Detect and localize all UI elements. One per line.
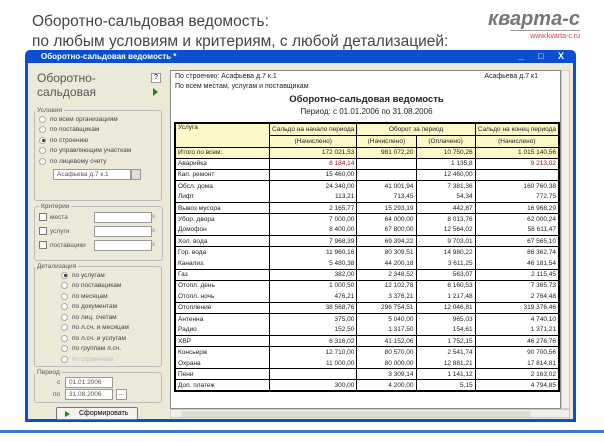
criteria-item[interactable] [39,238,162,252]
cell-value: 4 200,00 [357,380,416,391]
cell-value: 772,75 [475,191,559,202]
cell-service: Лифт [175,191,269,202]
footer-line [0,430,604,433]
cell-value: 8 400,00 [269,225,356,236]
cell-value: 1 015 140,56 [475,147,559,158]
panel-heading [37,71,96,99]
cell-value: 3 309,14 [357,369,416,380]
cell-value: 1 217,48 [416,291,475,302]
table-row [175,169,559,180]
criteria-group [34,203,163,261]
slide-title-line2: по любым условиям и критериям, с любой детализацией: [32,33,449,50]
cell-value: 713,45 [357,191,416,202]
cell-value: 1 135,8 [416,158,475,169]
detail-legend: Детализация [37,263,77,270]
checkbox[interactable] [39,213,47,221]
radio-icon[interactable] [39,126,46,133]
option-label: по строению [50,136,89,144]
criteria-legend: Критерии [41,203,70,210]
report-subtitle: По всем местам, услугам и поставщикам [175,83,309,90]
clear-icon[interactable]: x [152,214,155,220]
scope-option[interactable] [39,114,161,125]
cell-value: 2 163,02 [475,369,559,380]
run-button[interactable]: Сформировать [56,407,138,420]
cell-value: 1 141,12 [416,369,475,380]
scope-option[interactable] [39,146,161,157]
radio-icon[interactable] [61,345,68,352]
header-close: Сальдо на конец периода [475,123,559,135]
cell-value: 46 276,76 [475,336,559,347]
detail-option[interactable] [61,281,161,292]
cell-value: 1 317,50 [357,325,416,336]
cell-service: Гор. вода [175,247,269,258]
cell-value: 12 881,21 [416,358,475,369]
cell-value: 12 046,81 [416,302,475,313]
cell-value: 41 001,94 [357,180,416,191]
cell-value: 54,34 [416,191,475,202]
cell-service: Вывоз мусора [175,202,269,213]
table-row [175,347,559,358]
cell-value: 90 700,56 [475,347,559,358]
slide-title [32,12,448,52]
checkbox[interactable] [39,241,47,249]
cell-value: 296 754,51 [357,302,416,313]
cell-value: 5 040,00 [357,313,416,324]
title-bar [25,50,576,63]
vertical-scrollbar[interactable] [561,70,570,409]
cell-value [357,158,416,169]
radio-icon[interactable] [39,137,46,144]
table-row [175,147,559,158]
scope-select-button[interactable] [131,169,141,180]
cell-value: 1 752,15 [416,336,475,347]
cell-value: 4 740,10 [475,313,559,324]
date-from-field[interactable]: 01.01.2006 [65,377,113,388]
cell-service: Антенна [175,313,269,324]
cell-value: 442,87 [416,202,475,213]
table-row [175,214,559,225]
cell-value: 9 703,01 [416,236,475,247]
cell-value: 64 000,00 [357,214,416,225]
cell-value: 7 381,36 [416,180,475,191]
radio-icon[interactable] [39,158,46,165]
cell-service: Отопл. ночь [175,291,269,302]
option-label: по л.сч. и месяцам [72,324,129,332]
period-more-button[interactable]: ... [116,389,127,400]
option-label: по документам [72,303,118,311]
option-label: по поставщикам [72,282,122,290]
play-icon[interactable] [153,88,158,96]
scope-option[interactable] [39,125,161,136]
option-label: по лицевому счету [50,157,107,165]
cell-value: 15 460,00 [269,169,356,180]
horizontal-scrollbar[interactable] [170,409,570,418]
criteria-label: места [50,213,68,221]
radio-icon[interactable] [39,147,46,154]
scope-value-field[interactable]: Асафьева д.7 к.1 [53,169,131,180]
detail-option[interactable] [61,354,161,365]
table-row [175,247,559,258]
radio-icon[interactable] [61,272,68,279]
date-to-field[interactable]: 31.08.2006 [65,389,113,400]
cell-service: Отопл. день [175,280,269,291]
report-table [174,122,560,392]
table-row [175,236,559,247]
to-label: по [53,391,61,398]
period-legend: Период [37,369,60,376]
option-label: по услугам [72,271,105,279]
table-row [175,280,559,291]
cell-value: 5 480,38 [269,258,356,269]
scope-option[interactable] [39,135,161,146]
app-window [25,50,576,422]
cell-value: 11 000,00 [269,358,356,369]
table-row [175,380,559,391]
cell-value: 154,61 [416,325,475,336]
logo-url: www.kvarta-c.ru [510,30,580,41]
logo [470,8,580,41]
cell-value [475,169,559,180]
cell-value: 160 760,38 [475,180,559,191]
cell-service: Канализ. [175,258,269,269]
from-label: с [57,378,61,386]
clear-icon[interactable]: x [152,242,155,248]
cell-value: 113,21 [269,191,356,202]
cell-value: 44 200,18 [357,258,416,269]
header-charged: (Начислено) [269,135,356,147]
cell-value: 319 376,46 [475,302,559,313]
criteria-field[interactable] [94,226,152,237]
table-row [175,269,559,280]
cell-value: 563,07 [416,269,475,280]
header-paid: (Оплачено) [416,135,475,147]
cell-value: 7 968,39 [269,236,356,247]
cell-value: 2 115,45 [475,269,559,280]
header-service: Услуга [175,123,269,147]
table-row [175,291,559,302]
cell-value: 46 181,54 [475,258,559,269]
window-controls[interactable]: _ □ X [518,51,570,61]
detail-option[interactable] [61,344,161,355]
table-row [175,336,559,347]
radio-icon[interactable] [39,116,46,123]
detail-option[interactable] [61,291,161,302]
heading-line2: сальдовая [37,85,97,99]
cell-value: 7 365,73 [475,280,559,291]
criteria-item[interactable] [39,210,162,224]
cell-service: Хол. вода [175,236,269,247]
option-label: по всем организациям [50,115,118,123]
detail-group [34,263,162,367]
radio-icon[interactable] [61,303,68,310]
radio-icon[interactable] [61,282,68,289]
option-label: по месяцам [72,292,108,300]
header-charged: (Начислено) [357,135,416,147]
criteria-label: услуги [50,227,70,235]
cell-value: 24 340,00 [269,180,356,191]
cell-value: 2 764,48 [475,291,559,302]
cell-value: 69 394,22 [357,236,416,247]
radio-icon[interactable] [61,324,68,331]
cell-value: 38 568,76 [269,302,356,313]
cell-service: Кап. ремонт [175,169,269,180]
cell-service: Газ [175,269,269,280]
cell-value: 80 000,00 [357,358,416,369]
cell-service: Убор. двора [175,214,269,225]
cell-service: ХВР [175,336,269,347]
table-row [175,358,559,369]
cell-service: Обсл. дома [175,180,269,191]
cell-value: 17 814,81 [475,358,559,369]
cell-value: 4 794,85 [475,380,559,391]
table-row [175,202,559,213]
table-row [175,258,559,269]
cell-value: 7 000,00 [269,214,356,225]
cell-value: 300,00 [269,380,356,391]
heading-line1: Оборотно- [37,71,96,85]
cell-service: Домофон [175,225,269,236]
detail-option[interactable] [61,312,161,323]
cell-value: 476,21 [269,291,356,302]
detail-option[interactable] [61,270,161,281]
slide-title-line1: Оборотно-сальдовая ведомость: [32,13,269,30]
header-turnover: Оборот за период [357,123,475,135]
report-address: Асафьева д.7 к1 [484,73,538,80]
cell-service: Пени [175,369,269,380]
option-label: по лиц. счетам [72,313,117,321]
help-button[interactable]: ? [151,73,161,83]
radio-icon[interactable] [61,335,68,342]
criteria-label: поставщики [50,241,86,249]
table-row [175,191,559,202]
report-view [170,70,561,409]
cell-value: 11 960,16 [269,247,356,258]
cell-value: 375,00 [269,313,356,324]
report-filter: По строению: Асафьева д.7 к.1 [175,73,277,80]
option-label: по группам л.сч. [72,345,122,353]
cell-value: 5,15 [416,380,475,391]
cell-value: 3 611,25 [416,258,475,269]
cell-value: 62 000,24 [475,214,559,225]
report-period: Период: с 01.01.2006 по 31.08.2006 [300,107,433,116]
criteria-field[interactable] [94,212,152,223]
cell-value: 1 000,50 [269,280,356,291]
cell-value: 12 460,00 [416,169,475,180]
cell-value: 8 013,76 [416,214,475,225]
cell-service: Аварийка [175,158,269,169]
table-row [175,325,559,336]
criteria-item[interactable] [39,224,162,238]
detail-option[interactable] [61,333,161,344]
cell-value: 382,00 [269,269,356,280]
cell-service: Итого по всем: [175,147,269,158]
cell-value: 67 800,00 [357,225,416,236]
window-title: Оборотно-сальдовая ведомость * [41,52,177,61]
radio-icon[interactable] [61,314,68,321]
cell-value: 41 152,06 [357,336,416,347]
option-label: по строениям [72,355,114,363]
scope-option[interactable] [39,156,161,167]
clear-icon[interactable]: x [152,228,155,234]
detail-option[interactable] [61,323,161,334]
cell-value: 12 710,00 [269,347,356,358]
checkbox[interactable] [39,227,47,235]
scope-group [34,107,162,201]
cell-value: 67 565,10 [475,236,559,247]
cell-value: 14 980,22 [416,247,475,258]
cell-value: 172 021,53 [269,147,356,158]
cell-value: 10 750,26 [416,147,475,158]
cell-value: 86 362,74 [475,247,559,258]
scroll-thumb[interactable] [181,411,531,417]
cell-value: 2 541,74 [416,347,475,358]
logo-text: кварта-с [488,8,580,30]
cell-value: 6 160,53 [416,280,475,291]
option-label: по л.сч. и услугам [72,334,126,342]
header-charged: (Начислено) [475,135,559,147]
report-title: Оборотно-сальдовая ведомость [289,94,444,105]
cell-service: Отопление [175,302,269,313]
criteria-field[interactable] [94,240,152,251]
cell-value: 58 611,47 [475,225,559,236]
cell-value: 8 184,14 [269,158,356,169]
cell-value: 981 072,20 [357,147,416,158]
option-label: по поставщикам [50,126,100,134]
table-row [175,302,559,313]
period-group [34,369,162,403]
cell-value: 12 102,78 [357,280,416,291]
cell-value: 16 968,29 [475,202,559,213]
cell-service: Консьерж [175,347,269,358]
table-row [175,313,559,324]
cell-value: 2 165,77 [269,202,356,213]
cell-value: 80 570,00 [357,347,416,358]
table-row [175,180,559,191]
cell-value: 12 564,02 [416,225,475,236]
settings-panel [28,63,167,419]
cell-value: 15 293,19 [357,202,416,213]
cell-value [357,169,416,180]
radio-icon[interactable] [61,293,68,300]
option-label: по управляющим участкам [50,147,132,155]
cell-value: 6 316,02 [269,336,356,347]
cell-service: Доп. платеж [175,380,269,391]
table-row [175,369,559,380]
scope-legend: Условия [37,107,63,114]
cell-value: 2 348,52 [357,269,416,280]
table-row [175,158,559,169]
cell-service: Радио [175,325,269,336]
cell-value: 1 371,21 [475,325,559,336]
cell-value [269,369,356,380]
cell-value: 152,50 [269,325,356,336]
cell-value: 965,03 [416,313,475,324]
cell-value: 80 309,51 [357,247,416,258]
cell-value: 9 213,02 [475,158,559,169]
cell-service: Охрана [175,358,269,369]
table-row [175,225,559,236]
detail-option[interactable] [61,302,161,313]
radio-icon[interactable] [61,356,68,363]
header-open: Сальдо на начало периода [269,123,356,135]
cell-value: 3 376,21 [357,291,416,302]
